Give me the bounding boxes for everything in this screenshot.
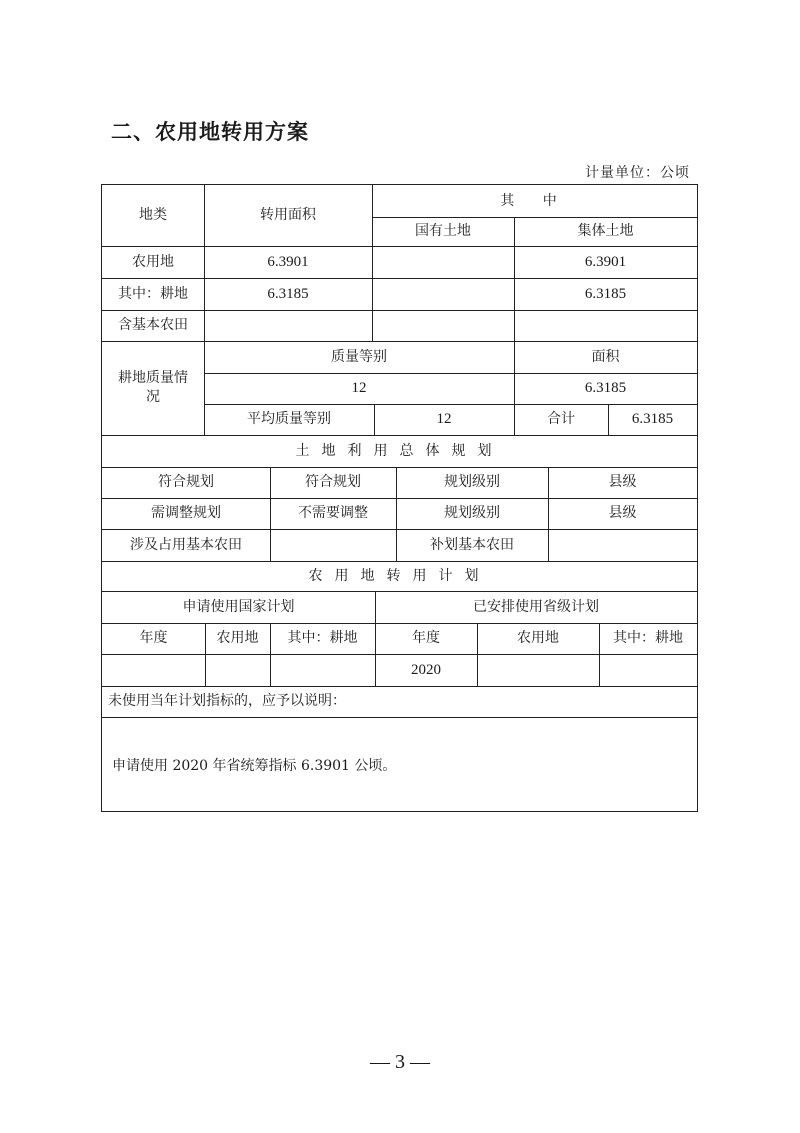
header-land-type: 地类 — [139, 207, 167, 224]
header-state-land: 国有土地 — [415, 223, 471, 240]
col-farmland-national: 农用地 — [216, 630, 259, 647]
page-number: — 3 — — [370, 1051, 430, 1073]
plan-adjust-value: 不需要调整 — [298, 505, 368, 522]
col-cultivated-national: 其中：耕地 — [287, 630, 358, 647]
total-value: 6.3185 — [631, 411, 674, 428]
plan-section-title: 土地利用总体规划 — [295, 442, 504, 459]
plan-level-label-2: 规划级别 — [444, 505, 500, 522]
quality-grade-value: 12 — [351, 380, 367, 397]
row-basic-farmland-label: 含基本农田 — [118, 317, 188, 334]
explanation-text: 申请使用 2020 年省统筹指标 6.3901 公顷。 — [112, 757, 397, 774]
header-collective-land: 集体土地 — [577, 223, 634, 240]
avg-grade-value: 12 — [436, 411, 452, 428]
col-year-national: 年度 — [139, 630, 168, 647]
plan-level-value-2: 县级 — [608, 505, 637, 522]
plan-conform-label: 符合规划 — [158, 474, 214, 491]
quality-grade-header: 质量等别 — [331, 348, 387, 365]
quality-label: 耕地质量情况 — [118, 370, 188, 405]
row-cultivated-label: 其中：耕地 — [118, 285, 188, 302]
unused-plan-note: 未使用当年计划指标的，应予以说明： — [108, 693, 346, 710]
plan-supplement-label: 补划基本农田 — [430, 536, 514, 553]
plan-conform-value: 符合规划 — [305, 474, 361, 491]
provincial-year-value: 2020 — [411, 661, 441, 678]
unit-label: 计量单位：公顷 — [585, 165, 690, 181]
conversion-table — [101, 184, 698, 812]
quality-area-value: 6.3185 — [584, 380, 627, 397]
row-cultivated-area: 6.3185 — [267, 285, 309, 302]
plan-basic-farmland-label: 涉及占用基本农田 — [130, 536, 242, 553]
header-area: 转用面积 — [260, 207, 316, 224]
row-farmland-area: 6.3901 — [267, 253, 309, 270]
header-of-which: 其 中 — [500, 192, 569, 209]
row-cultivated-collective: 6.3185 — [584, 285, 627, 302]
avg-grade-label: 平均质量等别 — [247, 411, 331, 428]
plan-level-value-1: 县级 — [608, 474, 637, 491]
national-plan-label: 申请使用国家计划 — [182, 598, 295, 615]
col-cultivated-provincial: 其中：耕地 — [613, 630, 683, 647]
provincial-plan-label: 已安排使用省级计划 — [473, 598, 599, 615]
plan-level-label-1: 规划级别 — [444, 474, 500, 491]
col-farmland-provincial: 农用地 — [517, 630, 559, 647]
quality-area-header: 面积 — [591, 348, 620, 365]
section-heading: 二、农用地转用方案 — [111, 120, 309, 144]
total-label: 合计 — [547, 411, 575, 428]
conversion-plan-title: 农用地转用计划 — [308, 567, 491, 584]
row-farmland-collective: 6.3901 — [584, 253, 627, 270]
col-year-provincial: 年度 — [412, 630, 440, 647]
row-farmland-label: 农用地 — [132, 253, 174, 270]
plan-adjust-label: 需调整规划 — [151, 505, 221, 522]
